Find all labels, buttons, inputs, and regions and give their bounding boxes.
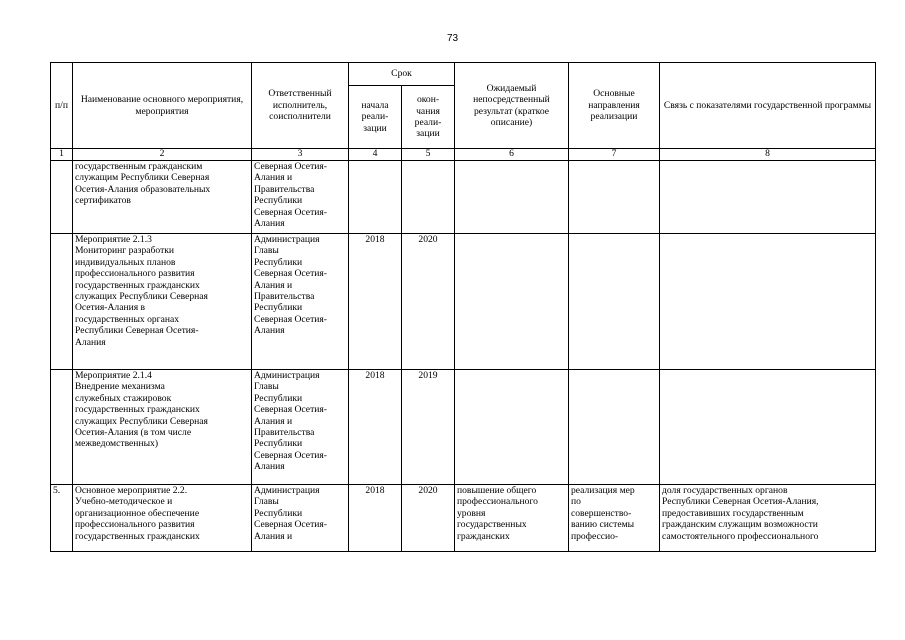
program-activities-table <box>50 62 876 552</box>
row-num: 5. <box>51 485 73 552</box>
main-directions <box>569 161 660 234</box>
column-number-row <box>51 149 876 161</box>
program-indicator-link: доля государственных органов Республики Северная Осетия-Алания, предоставивших государственным гражданским служащим возможности самостоятельного профессионального <box>660 485 876 552</box>
activity-name: Мероприятие 2.1.3 Мониторинг разработки индивидуальных планов профессионального развития государственных гражданских служащих Республики Северная Осетия-Алания в государственных органах Республики Северная Осетия- Алания <box>73 234 252 370</box>
column-number: 8 <box>660 149 876 161</box>
header-name: Наименование основного мероприятия, мероприятия <box>73 63 252 149</box>
main-directions: реализация мер по совершенство- ванию системы профессио- <box>569 485 660 552</box>
start-year: 2018 <box>349 485 402 552</box>
expected-result <box>455 234 569 370</box>
row-num <box>51 161 73 234</box>
end-year: 2020 <box>402 485 455 552</box>
header-num: п/п <box>51 63 73 149</box>
responsible-executor: Администрация Главы Республики Северная Осетия- Алания и Правительства Республики Северная Осетия- Алания <box>252 234 349 370</box>
header-end: окон- чания реали- зации <box>402 86 455 149</box>
column-number: 5 <box>402 149 455 161</box>
start-year: 2018 <box>349 370 402 485</box>
header-directions: Основные направления реализации <box>569 63 660 149</box>
activity-name: Мероприятие 2.1.4 Внедрение механизма служебных стажировок государственных гражданских служащих Республики Северная Осетия-Алания (в том числе межведомственных) <box>73 370 252 485</box>
row-num <box>51 370 73 485</box>
column-number: 7 <box>569 149 660 161</box>
activity-name: государственным гражданским служащим Республики Северная Осетия-Алания образовательных сертификатов <box>73 161 252 234</box>
expected-result: повышение общего профессионального уровня государственных гражданских <box>455 485 569 552</box>
column-number: 1 <box>51 149 73 161</box>
main-directions <box>569 234 660 370</box>
responsible-executor: Северная Осетия- Алания и Правительства Республики Северная Осетия- Алания <box>252 161 349 234</box>
header-row-1 <box>51 63 876 86</box>
program-indicator-link <box>660 161 876 234</box>
column-number: 2 <box>73 149 252 161</box>
page-number: 73 <box>446 33 459 44</box>
activity-name: Основное мероприятие 2.2. Учебно-методическое и организационное обеспечение профессионального развития государственных гражданских <box>73 485 252 552</box>
main-directions <box>569 370 660 485</box>
end-year: 2020 <box>402 234 455 370</box>
table-row <box>51 161 876 234</box>
responsible-executor: Администрация Главы Республики Северная Осетия- Алания и <box>252 485 349 552</box>
end-year: 2019 <box>402 370 455 485</box>
program-indicator-link <box>660 234 876 370</box>
header-start: начала реали- зации <box>349 86 402 149</box>
start-year: 2018 <box>349 234 402 370</box>
end-year <box>402 161 455 234</box>
table-row <box>51 370 876 485</box>
header-term: Срок <box>349 63 455 86</box>
column-number: 4 <box>349 149 402 161</box>
column-number: 3 <box>252 149 349 161</box>
expected-result <box>455 370 569 485</box>
header-responsible: Ответственный исполнитель, соисполнители <box>252 63 349 149</box>
start-year <box>349 161 402 234</box>
responsible-executor: Администрация Главы Республики Северная Осетия- Алания и Правительства Республики Северная Осетия- Алания <box>252 370 349 485</box>
expected-result <box>455 161 569 234</box>
table-row <box>51 485 876 552</box>
program-indicator-link <box>660 370 876 485</box>
column-number: 6 <box>455 149 569 161</box>
row-num <box>51 234 73 370</box>
header-link: Связь с показателями государственной программы <box>660 63 876 149</box>
table-row <box>51 234 876 370</box>
header-result: Ожидаемый непосредственный результат (краткое описание) <box>455 63 569 149</box>
